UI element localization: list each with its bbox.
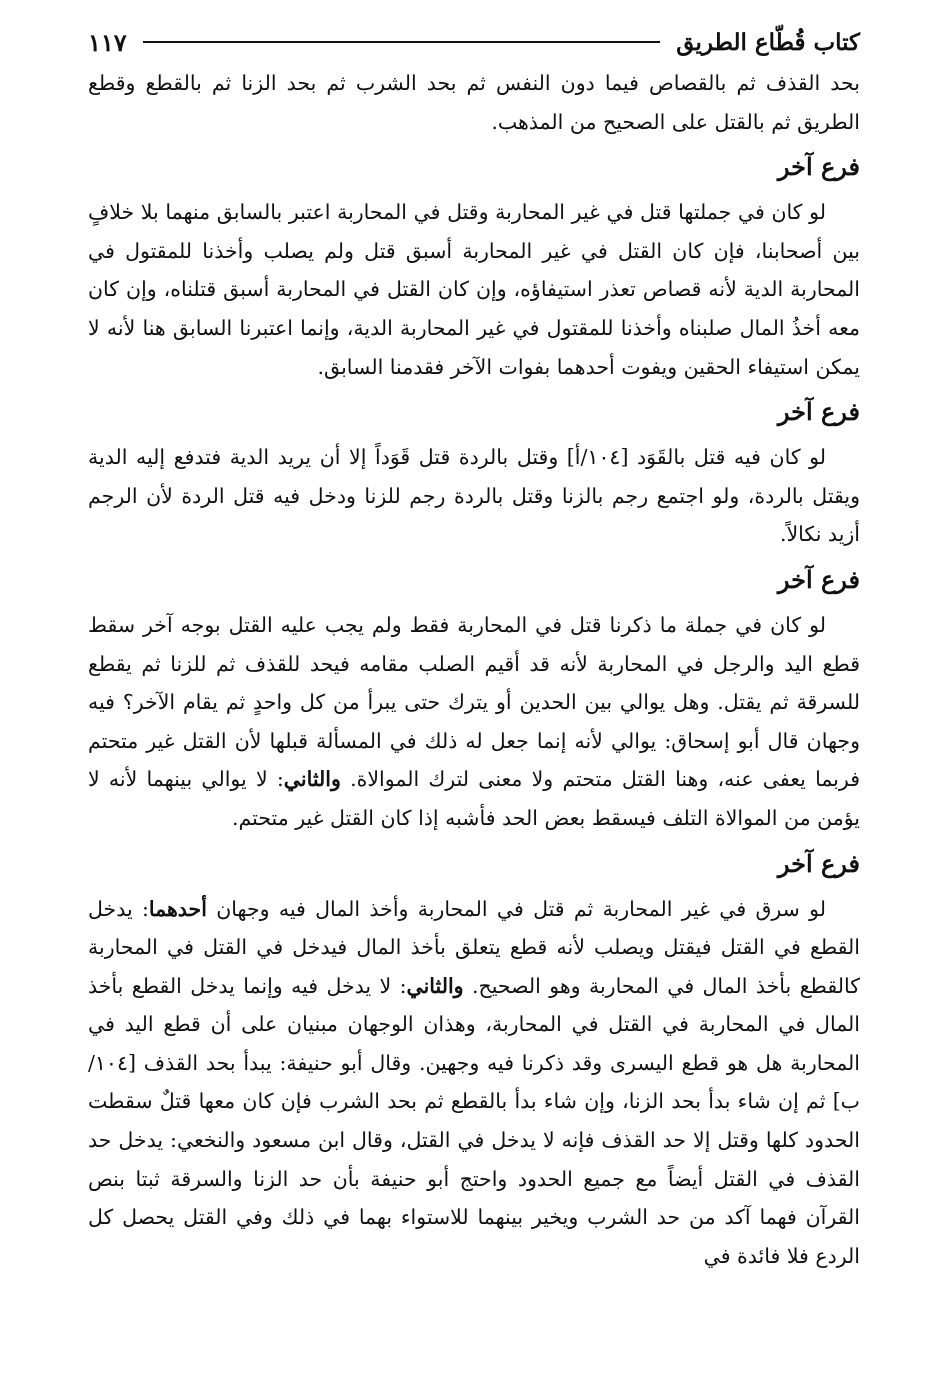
book-title: كتاب قُطّاع الطريق [676,28,860,56]
section-heading: فرع آخر [777,564,860,594]
bold-term: والثاني [406,973,464,998]
text-run: : يدخل القطع في القتل فيقتل ويصلب لأنه قطع يتعلق بأخذ المال فيدخل في القتل في المحاربة كالقطع بأخذ المال في المحاربة وهو الصحيح. [88,896,860,998]
bold-term: والثاني [283,767,341,792]
section-heading: فرع آخر [777,152,860,182]
text-run: بحد القذف ثم بالقصاص فيما دون النفس ثم بحد الشرب ثم بحد الزنا ثم بالقطع وقطع الطريق ثم بالقتل على الصحيح من المذهب. [88,71,860,134]
bold-term: أحدهما [148,896,207,921]
text-run: لو كان في جملتها قتل في غير المحاربة وقتل في المحاربة اعتبر بالسابق منهما بلا خلافٍ بين أصحابنا، فإن كان القتل في غير المحاربة أسبق قتل ولم يصلب وأخذنا للمقتول في المحاربة الدية لأنه قصاص تعذر استيفاؤه، وإن كان القتل في المحاربة أسبق قتلناه، وإن كان معه أخذُ المال صلبناه وأخذنا للمقتول في غير المحاربة الدية، وإنما اعتبرنا السابق هنا لأنه لا يمكن استيفاء الحقين ويفوت أحدهما بفوات الآخر فقدمنا السابق. [88,200,860,379]
paragraph [88,606,860,838]
paragraph [88,890,860,1276]
paragraph [88,193,860,386]
text-run: : لا يوالي بينهما لأنه لا يؤمن من الموالاة التلف فيسقط بعض الحد فأشبه إذا كان القتل غير متحتم. [88,767,860,830]
text-run: لو كان فيه قتل بالقَوَد [١٠٤/أ] وقتل بالردة قتل قَوَداً إلا أن يريد الدية فتدفع إليه الدية ويقتل بالردة، ولو اجتمع رجم بالزنا وقتل بالردة رجم للزنا ودخل فيه قتل الردة لأن الرجم أزيد نكالاً. [88,445,860,547]
text-run: : لا يدخل فيه وإنما يدخل القطع بأخذ المال في المحاربة في القتل في المحاربة، وهذان الوجهان مبنيان على أن قطع اليد في المحاربة هل هو قطع اليسرى وقد ذكرنا فيه وجهين. وقال أبو حنيفة: يبدأ بحد القذف [١٠٤/ب] ثم إن شاء بدأ بحد الزنا، وإن شاء بدأ بالقطع ثم بحد الشرب فإن كان معها قتلٌ سقطت الحدود كلها وقتل إلا حد القذف فإنه لا يدخل في القتل، وقال ابن مسعود والنخعي: يدخل حد القذف في القتل أيضاً مع جميع الحدود واحتج أبو حنيفة بأن حد الزنا والسرقة ثبتا بنص القرآن فهما آكد من حد الشرب ويخير بينهما للاستواء بهما في ذلك وفي القتل يحصل كل الردع فلا فائدة في [88,973,860,1268]
paragraph [88,438,860,554]
page-body [88,64,860,1275]
page-number: ١١٧ [88,27,127,57]
running-header [88,20,860,64]
section-heading: فرع آخر [777,397,860,427]
text-run: لو سرق في غير المحاربة ثم قتل في المحاربة وأخذ المال فيه وجهان [206,896,826,921]
paragraph [88,64,860,141]
section-heading: فرع آخر [777,848,860,878]
text-run: لو كان في جملة ما ذكرنا قتل في المحاربة فقط ولم يجب عليه القتل بوجه آخر سقط قطع اليد والرجل في المحاربة لأنه قد أقيم الصلب مقامه فيحد للقذف ثم للزنا ثم يقطع للسرقة ثم يقتل. وهل يوالي بين الحدين أو يترك حتى يبرأ من كل واحدٍ ثم يقام الآخر؟ فيه وجهان قال أبو إسحاق: يوالي لأنه إنما جعل له ذلك في المسألة قبلها لأن القتل غير متحتم فربما يعفى عنه، وهنا القتل متحتم ولا معنى لترك الموالاة. [88,612,860,792]
header-rule [143,41,661,43]
